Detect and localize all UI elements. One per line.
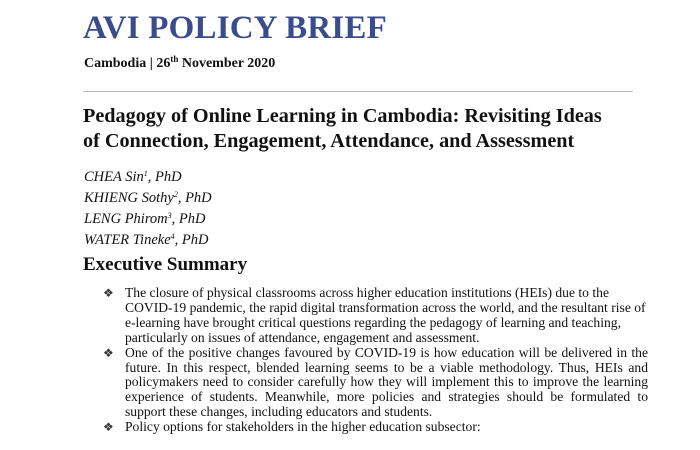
author-footnote-marker: 1 <box>143 169 148 178</box>
title-line-2: of Connection, Engagement, Attendance, and Assessment <box>83 130 575 152</box>
author-degree: , PhD <box>147 169 182 185</box>
summary-bullet <box>103 420 648 435</box>
section-heading-executive-summary: Executive Summary <box>83 254 248 275</box>
summary-bullet <box>103 286 648 346</box>
author-name: WATER Tineke <box>84 232 171 248</box>
author-degree: , PhD <box>177 190 212 206</box>
author-footnote-marker: 4 <box>170 232 175 241</box>
diamond-dots-icon: ❖ <box>103 420 114 435</box>
date-rest: November 2020 <box>181 56 276 71</box>
dateline-separator: | <box>149 56 153 71</box>
author <box>84 165 212 186</box>
author-footnote-marker: 2 <box>173 190 178 199</box>
title-line-1: Pedagogy of Online Learning in Cambodia: Revisiting Ideas <box>83 105 602 127</box>
author-degree: , PhD <box>174 232 209 248</box>
date-day: 26 <box>156 56 171 71</box>
author <box>84 207 212 228</box>
diamond-dots-icon: ❖ <box>103 286 114 300</box>
executive-summary-list <box>103 286 648 435</box>
author-name: LENG Phirom <box>84 211 168 227</box>
header-divider <box>83 91 633 92</box>
author <box>84 228 212 249</box>
country: Cambodia <box>84 56 147 71</box>
bullet-text: One of the positive changes favoured by COVID-19 is how education will be delivered in the future. In this respect, blended learning seems to be a viable methodology. Thus, HEIs and policymakers need to consider carefully how they will implement this to improve the learning experience of students. Meanwhile, more policies and strategies should be formulated to support these changes, including educators and students. <box>125 344 648 420</box>
brand-title: AVI POLICY BRIEF <box>83 10 387 46</box>
author-degree: , PhD <box>171 211 206 227</box>
author <box>84 186 212 207</box>
author-name: CHEA Sin <box>84 169 144 185</box>
bullet-text: Policy options for stakeholders in the higher education subsector: <box>125 419 481 435</box>
author-list <box>84 165 212 249</box>
author-name: KHIENG Sothy <box>84 190 174 206</box>
dateline <box>84 50 275 73</box>
bullet-text: The closure of physical classrooms across higher education institutions (HEIs) due to the COVID-19 pandemic, the rapid digital transformation across the world, and the resultant rise of e-learning have brought critical questions regarding the pedagogy of learning and teaching, particularly on issues of attendance, engagement and assessment. <box>125 285 646 345</box>
diamond-dots-icon: ❖ <box>103 345 114 360</box>
summary-bullet <box>103 346 648 421</box>
date-suffix: th <box>170 54 179 64</box>
document-title <box>83 104 663 154</box>
author-footnote-marker: 3 <box>167 211 172 220</box>
